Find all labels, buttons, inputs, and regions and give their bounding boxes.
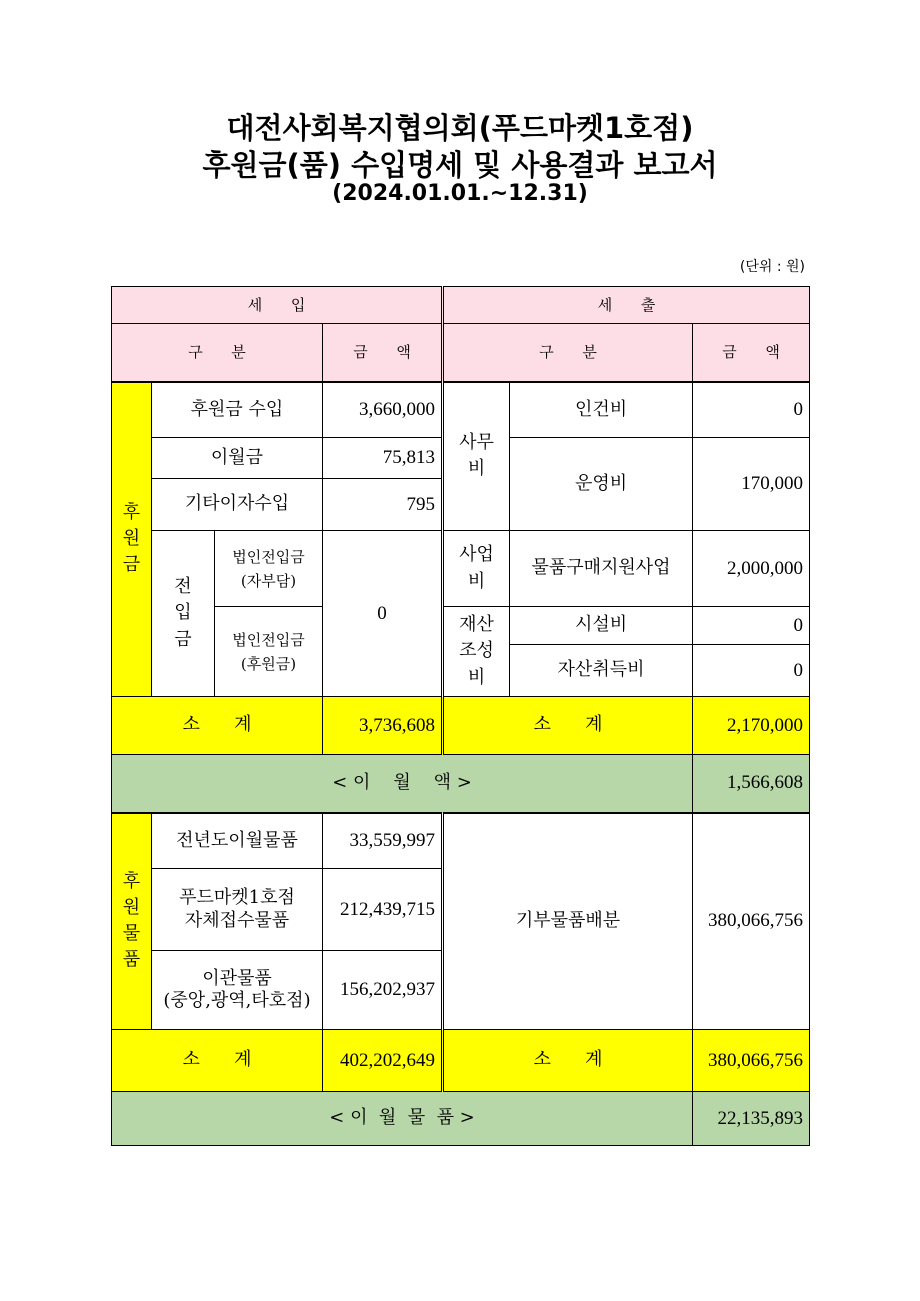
expense-item-amount: 0 (693, 645, 810, 697)
expense-item-amount: 170,000 (693, 438, 810, 531)
goods-carryover: 22,135,893 (693, 1092, 810, 1146)
goods-carryover-label: < 이 월 물 품 > (112, 1092, 693, 1146)
income-item-label: 이월금 (152, 438, 323, 479)
report-title: 후원금(품) 수입명세 및 사용결과 보고서 (202, 148, 718, 182)
transfer-label: 전 입 금 (152, 531, 215, 697)
expense-group-business: 사업 비 (443, 531, 510, 607)
cash-expense-subtotal: 2,170,000 (693, 697, 810, 755)
cash-expense-subtotal-label: 소 계 (443, 697, 693, 755)
expense-header: 세 출 (443, 287, 810, 324)
goods-income-amount: 33,559,997 (323, 813, 443, 869)
expense-amount-header: 금 액 (693, 324, 810, 382)
goods-income-label: 푸드마켓1호점 자체접수물품 (152, 869, 323, 951)
goods-expense-label: 기부물품배분 (443, 813, 693, 1030)
goods-income-subtotal: 402,202,649 (323, 1030, 443, 1092)
income-item-amount: 3,660,000 (323, 382, 443, 438)
goods-income-amount: 212,439,715 (323, 869, 443, 951)
goods-income-subtotal-label: 소 계 (112, 1030, 323, 1092)
income-header: 세 입 (112, 287, 443, 324)
goods-income-label: 전년도이월물품 (152, 813, 323, 869)
income-category-header: 구 분 (112, 324, 323, 382)
goods-income-amount: 156,202,937 (323, 951, 443, 1030)
expense-group-asset: 재산 조성 비 (443, 607, 510, 697)
unit-label: (단위 : 원) (739, 259, 805, 275)
expense-item-amount: 0 (693, 382, 810, 438)
transfer-amount: 0 (323, 531, 443, 697)
goods-expense-subtotal-label: 소 계 (443, 1030, 693, 1092)
income-amount-header: 금 액 (323, 324, 443, 382)
expense-item-label: 운영비 (510, 438, 693, 531)
income-item-amount: 795 (323, 479, 443, 531)
cash-income-subtotal-label: 소 계 (112, 697, 323, 755)
expense-item-label: 시설비 (510, 607, 693, 645)
goods-income-label: 이관물품 (중앙,광역,타호점) (152, 951, 323, 1030)
goods-group-label: 후 원 물 품 (112, 813, 152, 1030)
expense-item-label: 인건비 (510, 382, 693, 438)
expense-item-label: 자산취득비 (510, 645, 693, 697)
transfer-item-label: 법인전입금 (후원금) (215, 607, 323, 697)
report-period: (2024.01.01.~12.31) (332, 181, 588, 206)
income-item-amount: 75,813 (323, 438, 443, 479)
report-org-title: 대전사회복지협의회(푸드마켓1호점) (226, 111, 694, 145)
expense-item-amount: 0 (693, 607, 810, 645)
expense-category-header: 구 분 (443, 324, 693, 382)
goods-expense-subtotal: 380,066,756 (693, 1030, 810, 1092)
transfer-item-label: 법인전입금 (자부담) (215, 531, 323, 607)
cash-carryover-label: < 이 월 액 > (112, 755, 693, 813)
expense-group-office: 사무 비 (443, 382, 510, 531)
expense-item-label: 물품구매지원사업 (510, 531, 693, 607)
income-item-label: 후원금 수입 (152, 382, 323, 438)
income-item-label: 기타이자수입 (152, 479, 323, 531)
expense-item-amount: 2,000,000 (693, 531, 810, 607)
goods-expense-amount: 380,066,756 (693, 813, 810, 1030)
cash-income-subtotal: 3,736,608 (323, 697, 443, 755)
cash-group-label: 후 원 금 (112, 382, 152, 697)
report-table (111, 286, 810, 1146)
cash-carryover: 1,566,608 (693, 755, 810, 813)
